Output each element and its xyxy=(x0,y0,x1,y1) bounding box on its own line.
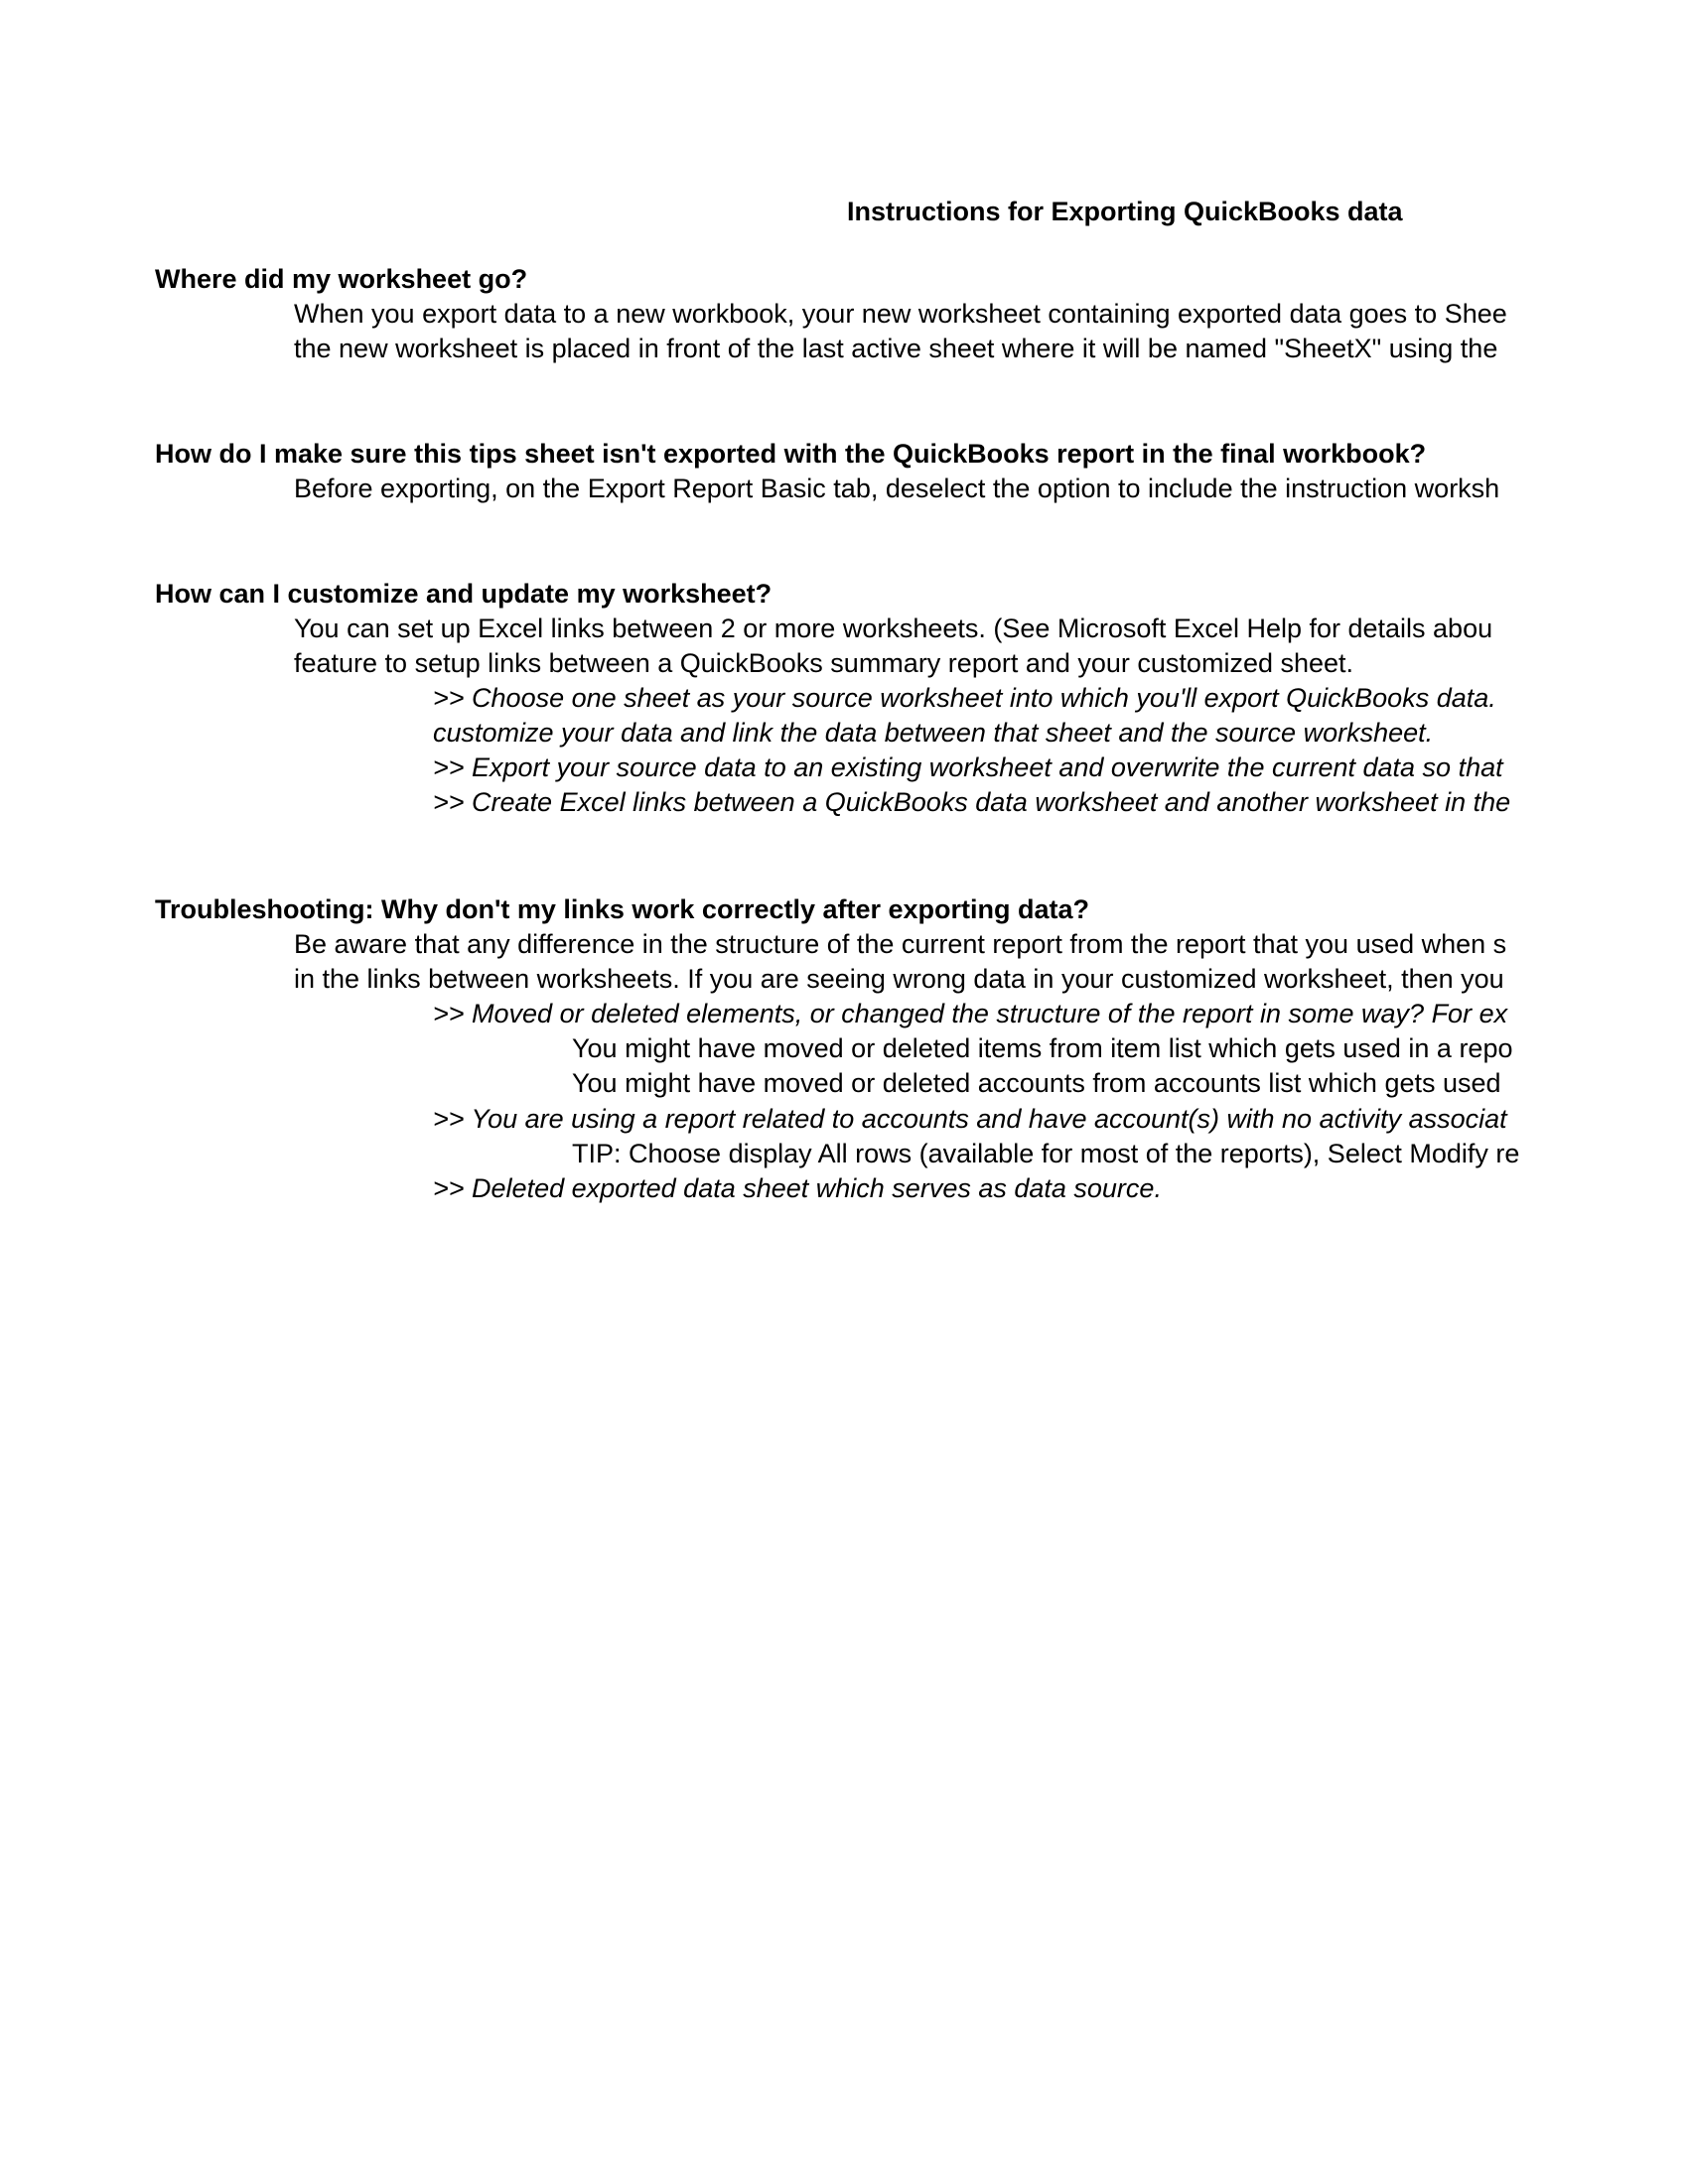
bullet-line: >> Export your source data to an existing worksheet and overwrite the current data so that xyxy=(433,752,1503,782)
bullet-line: >> Moved or deleted elements, or changed the structure of the report in some way? For ex xyxy=(433,999,1508,1028)
page-title: Instructions for Exporting QuickBooks data xyxy=(847,197,1403,226)
body-line: When you export data to a new workbook, your new worksheet containing exported data goes to Shee xyxy=(294,299,1507,329)
bullet-line: customize your data and link the data between that sheet and the source worksheet. xyxy=(433,718,1434,748)
bullet-line: >> Deleted exported data sheet which serves as data source. xyxy=(433,1173,1162,1203)
tip-line: TIP: Choose display All rows (available for most of the reports), Select Modify re xyxy=(572,1139,1520,1168)
bullet-line: >> Create Excel links between a QuickBooks data worksheet and another worksheet in the xyxy=(433,787,1511,817)
body-line: the new worksheet is placed in front of the last active sheet where it will be named "SheetX" using the xyxy=(294,334,1498,363)
body-line: Be aware that any difference in the structure of the current report from the report that you used when s xyxy=(294,929,1507,959)
body-line: feature to setup links between a QuickBooks summary report and your customized sheet. xyxy=(294,648,1354,678)
body-line: You can set up Excel links between 2 or more worksheets. (See Microsoft Excel Help for details abou xyxy=(294,614,1493,643)
sub-item-line: You might have moved or deleted items from item list which gets used in a repo xyxy=(572,1033,1513,1063)
section-heading: How do I make sure this tips sheet isn't exported with the QuickBooks report in the final workbook? xyxy=(155,439,1427,469)
body-line: Before exporting, on the Export Report Basic tab, deselect the option to include the instruction worksh xyxy=(294,474,1500,503)
bullet-line: >> Choose one sheet as your source worksheet into which you'll export QuickBooks data. xyxy=(433,683,1496,713)
section-heading: Troubleshooting: Why don't my links work correctly after exporting data? xyxy=(155,894,1090,924)
body-line: in the links between worksheets. If you are seeing wrong data in your customized worksheet, then you xyxy=(294,964,1504,994)
section-heading: How can I customize and update my worksheet? xyxy=(155,579,773,609)
section-heading: Where did my worksheet go? xyxy=(155,264,528,294)
bullet-line: >> You are using a report related to accounts and have account(s) with no activity associat xyxy=(433,1104,1507,1134)
sub-item-line: You might have moved or deleted accounts from accounts list which gets used xyxy=(572,1068,1501,1098)
